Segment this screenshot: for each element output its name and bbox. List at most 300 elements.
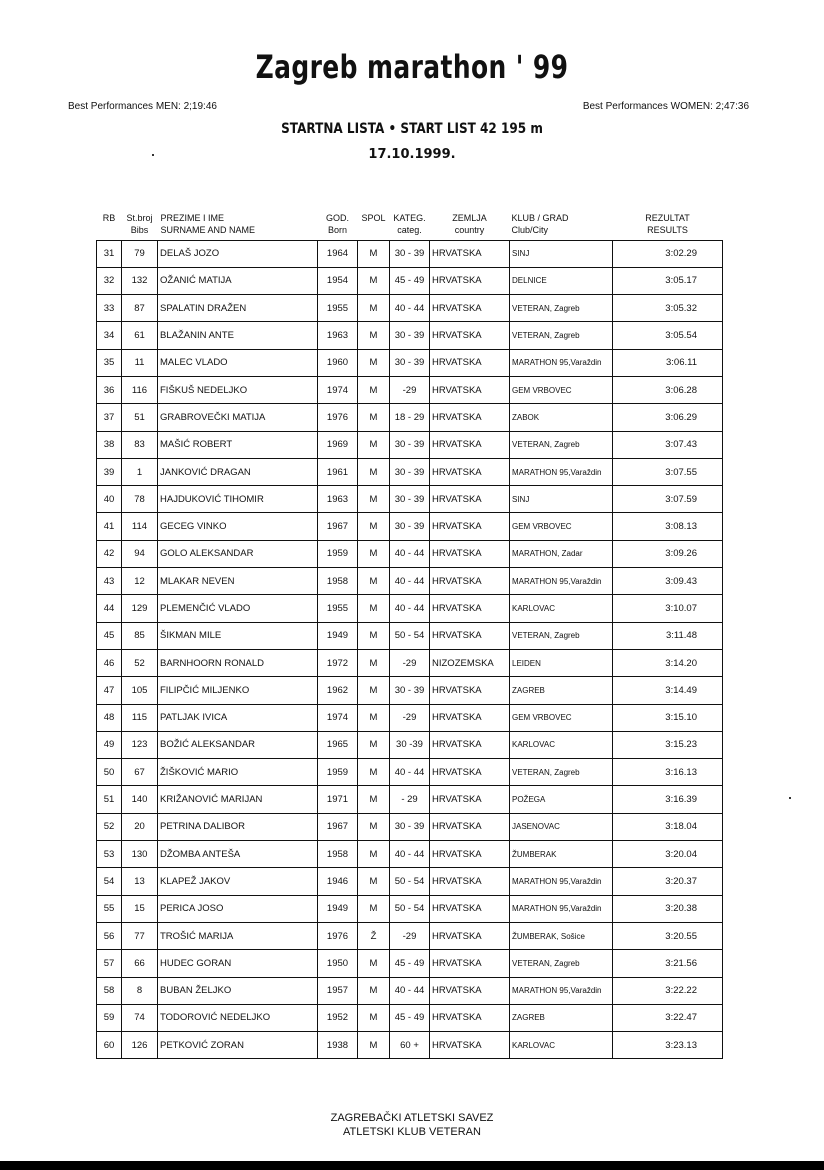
country: HRVATSKA (430, 950, 510, 977)
country: HRVATSKA (430, 404, 510, 431)
birth-year: 1963 (318, 486, 358, 513)
club-city: GEM VRBOVEC (510, 704, 613, 731)
club-city: KARLOVAC (510, 1032, 613, 1059)
sex: M (358, 404, 390, 431)
row-number: 39 (97, 458, 122, 485)
runner-name: PERICA JOSO (158, 895, 318, 922)
birth-year: 1949 (318, 622, 358, 649)
birth-year: 1964 (318, 240, 358, 267)
row-number: 50 (97, 759, 122, 786)
sex: M (358, 595, 390, 622)
birth-year: 1962 (318, 677, 358, 704)
result-time: 3:02.29 (613, 240, 723, 267)
country: HRVATSKA (430, 431, 510, 458)
table-row (97, 404, 723, 431)
age-category: 30 -39 (390, 731, 430, 758)
age-category: -29 (390, 376, 430, 403)
country: HRVATSKA (430, 759, 510, 786)
club-city: VETERAN, Zagreb (510, 622, 613, 649)
club-city: DELNICE (510, 267, 613, 294)
age-category: 40 - 44 (390, 568, 430, 595)
country: HRVATSKA (430, 677, 510, 704)
header-category: KATEG. categ. (390, 212, 430, 240)
table-row (97, 376, 723, 403)
runner-name: GOLO ALEKSANDAR (158, 540, 318, 567)
bib-number: 140 (122, 786, 158, 813)
table-row (97, 267, 723, 294)
row-number: 53 (97, 841, 122, 868)
row-number: 49 (97, 731, 122, 758)
result-time: 3:22.22 (613, 977, 723, 1004)
club-city: GEM VRBOVEC (510, 376, 613, 403)
result-time: 3:06.28 (613, 376, 723, 403)
row-number: 58 (97, 977, 122, 1004)
footer-club: ATLETSKI KLUB VETERAN (343, 1126, 481, 1138)
club-city: MARATHON 95,Varaždin (510, 868, 613, 895)
table-row (97, 1004, 723, 1031)
age-category: 45 - 49 (390, 950, 430, 977)
row-number: 33 (97, 295, 122, 322)
row-number: 47 (97, 677, 122, 704)
club-city: VETERAN, Zagreb (510, 322, 613, 349)
runner-name: ŽIŠKOVIĆ MARIO (158, 759, 318, 786)
bib-number: 87 (122, 295, 158, 322)
best-performance-women: Best Performances WOMEN: 2;47:36 (582, 101, 749, 112)
result-time: 3:16.13 (613, 759, 723, 786)
table-row (97, 540, 723, 567)
header-name: PREZIME I IME SURNAME AND NAME (158, 212, 318, 240)
country: HRVATSKA (430, 813, 510, 840)
club-city: VETERAN, Zagreb (510, 295, 613, 322)
age-category: 60 + (390, 1032, 430, 1059)
scan-speck (152, 154, 154, 156)
age-category: 40 - 44 (390, 295, 430, 322)
club-city: SINJ (510, 240, 613, 267)
birth-year: 1976 (318, 404, 358, 431)
footer (0, 1111, 824, 1139)
country: HRVATSKA (430, 977, 510, 1004)
sex: M (358, 240, 390, 267)
bib-number: 78 (122, 486, 158, 513)
club-city: VETERAN, Zagreb (510, 431, 613, 458)
result-time: 3:06.29 (613, 404, 723, 431)
footer-organizer: ZAGREBAČKI ATLETSKI SAVEZ (330, 1112, 494, 1124)
birth-year: 1950 (318, 950, 358, 977)
age-category: 30 - 39 (390, 813, 430, 840)
birth-year: 1949 (318, 895, 358, 922)
age-category: 30 - 39 (390, 431, 430, 458)
age-category: 40 - 44 (390, 595, 430, 622)
result-time: 3:16.39 (613, 786, 723, 813)
sex: M (358, 704, 390, 731)
event-date: 17.10.1999. (368, 147, 456, 162)
runner-name: FIŠKUŠ NEDELJKO (158, 376, 318, 403)
birth-year: 1974 (318, 376, 358, 403)
table-row (97, 322, 723, 349)
club-city: JASENOVAC (510, 813, 613, 840)
club-city: GEM VRBOVEC (510, 513, 613, 540)
row-number: 51 (97, 786, 122, 813)
row-number: 60 (97, 1032, 122, 1059)
result-time: 3:20.38 (613, 895, 723, 922)
row-number: 59 (97, 1004, 122, 1031)
sex: M (358, 731, 390, 758)
age-category: 40 - 44 (390, 540, 430, 567)
table-row (97, 759, 723, 786)
result-time: 3:09.26 (613, 540, 723, 567)
table-row (97, 895, 723, 922)
birth-year: 1954 (318, 267, 358, 294)
birth-year: 1955 (318, 295, 358, 322)
country: HRVATSKA (430, 486, 510, 513)
header-bib: St.broj Bibs (122, 212, 158, 240)
row-number: 57 (97, 950, 122, 977)
sex: M (358, 841, 390, 868)
age-category: 40 - 44 (390, 841, 430, 868)
bib-number: 77 (122, 922, 158, 949)
birth-year: 1959 (318, 759, 358, 786)
bib-number: 116 (122, 376, 158, 403)
table-row (97, 786, 723, 813)
club-city: VETERAN, Zagreb (510, 759, 613, 786)
row-number: 45 (97, 622, 122, 649)
country: HRVATSKA (430, 841, 510, 868)
runner-name: HAJDUKOVIĆ TIHOMIR (158, 486, 318, 513)
row-number: 41 (97, 513, 122, 540)
result-time: 3:07.59 (613, 486, 723, 513)
country: HRVATSKA (430, 513, 510, 540)
runner-name: KLAPEŽ JAKOV (158, 868, 318, 895)
club-city: ŽUMBERAK, Sošice (510, 922, 613, 949)
birth-year: 1961 (318, 458, 358, 485)
result-time: 3:20.37 (613, 868, 723, 895)
result-time: 3:22.47 (613, 1004, 723, 1031)
bib-number: 83 (122, 431, 158, 458)
birth-year: 1969 (318, 431, 358, 458)
club-city: ZAGREB (510, 1004, 613, 1031)
row-number: 46 (97, 649, 122, 676)
bib-number: 129 (122, 595, 158, 622)
bib-number: 105 (122, 677, 158, 704)
header-sex: SPOL (358, 212, 390, 240)
table-row (97, 649, 723, 676)
club-city: POŽEGA (510, 786, 613, 813)
age-category: 30 - 39 (390, 322, 430, 349)
club-city: MARATHON 95,Varaždin (510, 568, 613, 595)
birth-year: 1974 (318, 704, 358, 731)
country: HRVATSKA (430, 322, 510, 349)
runner-name: TROŠIĆ MARIJA (158, 922, 318, 949)
age-category: 30 - 39 (390, 677, 430, 704)
bib-number: 130 (122, 841, 158, 868)
bib-number: 8 (122, 977, 158, 1004)
sex: M (358, 786, 390, 813)
sex: M (358, 486, 390, 513)
result-time: 3:14.20 (613, 649, 723, 676)
age-category: 50 - 54 (390, 895, 430, 922)
birth-year: 1955 (318, 595, 358, 622)
bib-number: 1 (122, 458, 158, 485)
results-table (96, 212, 723, 1059)
row-number: 44 (97, 595, 122, 622)
table-row (97, 349, 723, 376)
country: HRVATSKA (430, 704, 510, 731)
sex: M (358, 431, 390, 458)
result-time: 3:07.43 (613, 431, 723, 458)
sex: M (358, 513, 390, 540)
age-category: 40 - 44 (390, 759, 430, 786)
sex: M (358, 1004, 390, 1031)
age-category: 45 - 49 (390, 267, 430, 294)
runner-name: BLAŽANIN ANTE (158, 322, 318, 349)
club-city: LEIDEN (510, 649, 613, 676)
runner-name: BUBAN ŽELJKO (158, 977, 318, 1004)
result-time: 3:06.11 (613, 349, 723, 376)
birth-year: 1958 (318, 568, 358, 595)
runner-name: HUDEC GORAN (158, 950, 318, 977)
result-time: 3:15.23 (613, 731, 723, 758)
club-city: KARLOVAC (510, 731, 613, 758)
table-header-row (97, 212, 723, 240)
club-city: ŽUMBERAK (510, 841, 613, 868)
table-row (97, 295, 723, 322)
runner-name: ŠIKMAN MILE (158, 622, 318, 649)
country: HRVATSKA (430, 267, 510, 294)
country: HRVATSKA (430, 895, 510, 922)
age-category: 40 - 44 (390, 977, 430, 1004)
club-city: VETERAN, Zagreb (510, 950, 613, 977)
header-country: ZEMLJA country (430, 212, 510, 240)
row-number: 35 (97, 349, 122, 376)
result-time: 3:20.55 (613, 922, 723, 949)
row-number: 40 (97, 486, 122, 513)
result-time: 3:07.55 (613, 458, 723, 485)
table-row (97, 868, 723, 895)
birth-year: 1957 (318, 977, 358, 1004)
result-time: 3:14.49 (613, 677, 723, 704)
sex: M (358, 322, 390, 349)
birth-year: 1972 (318, 649, 358, 676)
country: HRVATSKA (430, 568, 510, 595)
club-city: ZABOK (510, 404, 613, 431)
sex: M (358, 868, 390, 895)
age-category: 30 - 39 (390, 513, 430, 540)
bib-number: 13 (122, 868, 158, 895)
runner-name: OŽANIĆ MATIJA (158, 267, 318, 294)
row-number: 52 (97, 813, 122, 840)
bib-number: 74 (122, 1004, 158, 1031)
bib-number: 52 (122, 649, 158, 676)
runner-name: KRIŽANOVIĆ MARIJAN (158, 786, 318, 813)
bib-number: 12 (122, 568, 158, 595)
birth-year: 1946 (318, 868, 358, 895)
row-number: 43 (97, 568, 122, 595)
age-category: - 29 (390, 786, 430, 813)
runner-name: DŽOMBA ANTEŠA (158, 841, 318, 868)
result-time: 3:05.32 (613, 295, 723, 322)
country: HRVATSKA (430, 595, 510, 622)
result-time: 3:20.04 (613, 841, 723, 868)
sex: M (358, 759, 390, 786)
result-time: 3:08.13 (613, 513, 723, 540)
country: HRVATSKA (430, 786, 510, 813)
table-row (97, 677, 723, 704)
sex: M (358, 540, 390, 567)
sex: M (358, 349, 390, 376)
result-time: 3:11.48 (613, 622, 723, 649)
age-category: 30 - 39 (390, 486, 430, 513)
age-category: -29 (390, 922, 430, 949)
bib-number: 66 (122, 950, 158, 977)
table-row (97, 486, 723, 513)
country: HRVATSKA (430, 868, 510, 895)
bib-number: 51 (122, 404, 158, 431)
country: HRVATSKA (430, 622, 510, 649)
runner-name: MALEC VLADO (158, 349, 318, 376)
country: HRVATSKA (430, 922, 510, 949)
birth-year: 1959 (318, 540, 358, 567)
sex: M (358, 622, 390, 649)
country: HRVATSKA (430, 376, 510, 403)
country: HRVATSKA (430, 1004, 510, 1031)
sex: M (358, 649, 390, 676)
table-row (97, 568, 723, 595)
age-category: -29 (390, 649, 430, 676)
row-number: 32 (97, 267, 122, 294)
birth-year: 1976 (318, 922, 358, 949)
row-number: 48 (97, 704, 122, 731)
runner-name: FILIPČIĆ MILJENKO (158, 677, 318, 704)
bib-number: 115 (122, 704, 158, 731)
club-city: MARATHON 95,Varaždin (510, 349, 613, 376)
age-category: 30 - 39 (390, 240, 430, 267)
club-city: MARATHON 95,Varaždin (510, 895, 613, 922)
birth-year: 1967 (318, 813, 358, 840)
table-row (97, 458, 723, 485)
bib-number: 67 (122, 759, 158, 786)
table-row (97, 595, 723, 622)
bib-number: 85 (122, 622, 158, 649)
bib-number: 15 (122, 895, 158, 922)
sex: M (358, 677, 390, 704)
bib-number: 11 (122, 349, 158, 376)
result-time: 3:05.17 (613, 267, 723, 294)
result-time: 3:15.10 (613, 704, 723, 731)
birth-year: 1963 (318, 322, 358, 349)
result-time: 3:21.56 (613, 950, 723, 977)
country: HRVATSKA (430, 1032, 510, 1059)
birth-year: 1960 (318, 349, 358, 376)
table-row (97, 704, 723, 731)
sex: M (358, 458, 390, 485)
bib-number: 132 (122, 267, 158, 294)
result-time: 3:10.07 (613, 595, 723, 622)
best-performance-men: Best Performances MEN: 2;19:46 (68, 101, 217, 112)
row-number: 55 (97, 895, 122, 922)
sex: M (358, 376, 390, 403)
runner-name: DELAŠ JOZO (158, 240, 318, 267)
page-title: Zagreb marathon ' 99 (255, 48, 569, 86)
age-category: 50 - 54 (390, 868, 430, 895)
sex: M (358, 568, 390, 595)
age-category: 30 - 39 (390, 349, 430, 376)
country: HRVATSKA (430, 295, 510, 322)
bib-number: 79 (122, 240, 158, 267)
table-row (97, 622, 723, 649)
table-row (97, 950, 723, 977)
runner-name: BARNHOORN RONALD (158, 649, 318, 676)
table-row (97, 813, 723, 840)
result-time: 3:09.43 (613, 568, 723, 595)
row-number: 38 (97, 431, 122, 458)
bib-number: 114 (122, 513, 158, 540)
runner-name: BOŽIĆ ALEKSANDAR (158, 731, 318, 758)
club-city: MARATHON 95,Varaždin (510, 977, 613, 1004)
table-row (97, 841, 723, 868)
row-number: 56 (97, 922, 122, 949)
club-city: ZAGREB (510, 677, 613, 704)
runner-name: PLEMENČIĆ VLADO (158, 595, 318, 622)
result-time: 3:05.54 (613, 322, 723, 349)
country: NIZOZEMSKA (430, 649, 510, 676)
club-city: MARATHON 95,Varaždin (510, 458, 613, 485)
sex: M (358, 295, 390, 322)
country: HRVATSKA (430, 240, 510, 267)
table-row (97, 922, 723, 949)
runner-name: TODOROVIĆ NEDELJKO (158, 1004, 318, 1031)
table-row (97, 731, 723, 758)
sex: M (358, 895, 390, 922)
country: HRVATSKA (430, 349, 510, 376)
age-category: 45 - 49 (390, 1004, 430, 1031)
sex: M (358, 1032, 390, 1059)
table-row (97, 240, 723, 267)
sex: Ž (358, 922, 390, 949)
age-category: 18 - 29 (390, 404, 430, 431)
row-number: 36 (97, 376, 122, 403)
runner-name: PETKOVIĆ ZORAN (158, 1032, 318, 1059)
runner-name: JANKOVIĆ DRAGAN (158, 458, 318, 485)
sex: M (358, 267, 390, 294)
birth-year: 1958 (318, 841, 358, 868)
row-number: 54 (97, 868, 122, 895)
result-time: 3:18.04 (613, 813, 723, 840)
birth-year: 1952 (318, 1004, 358, 1031)
sex: M (358, 813, 390, 840)
age-category: 50 - 54 (390, 622, 430, 649)
country: HRVATSKA (430, 458, 510, 485)
birth-year: 1967 (318, 513, 358, 540)
row-number: 37 (97, 404, 122, 431)
header-result: REZULTAT RESULTS (613, 212, 723, 240)
bib-number: 123 (122, 731, 158, 758)
runner-name: PETRINA DALIBOR (158, 813, 318, 840)
age-category: -29 (390, 704, 430, 731)
birth-year: 1965 (318, 731, 358, 758)
birth-year: 1971 (318, 786, 358, 813)
club-city: KARLOVAC (510, 595, 613, 622)
runner-name: SPALATIN DRAŽEN (158, 295, 318, 322)
sex: M (358, 950, 390, 977)
scan-edge-bar (0, 1161, 824, 1170)
table-row (97, 431, 723, 458)
header-club: KLUB / GRAD Club/City (510, 212, 613, 240)
row-number: 31 (97, 240, 122, 267)
bib-number: 20 (122, 813, 158, 840)
header-born: GOD. Born (318, 212, 358, 240)
scan-speck (789, 797, 791, 799)
runner-name: MAŠIĆ ROBERT (158, 431, 318, 458)
